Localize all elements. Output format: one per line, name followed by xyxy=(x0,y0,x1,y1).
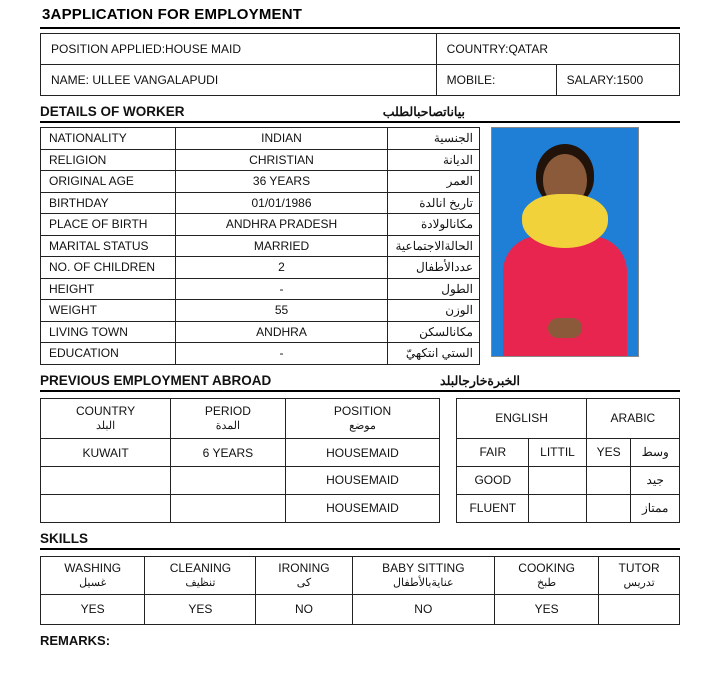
skill-header-washing-ar: غسيل xyxy=(79,576,107,589)
table-row xyxy=(41,439,440,467)
worker-value: - xyxy=(176,278,388,300)
table-row xyxy=(41,192,480,214)
table-row xyxy=(41,466,440,494)
table-header-row xyxy=(457,398,680,438)
country-cell: COUNTRY:QATAR xyxy=(436,34,679,65)
worker-label: PLACE OF BIRTH xyxy=(41,214,176,236)
language-header-arabic: ARABIC xyxy=(586,398,679,438)
prev-header-position-en: POSITION xyxy=(333,403,392,418)
skill-header-cleaning xyxy=(145,556,256,594)
table-row xyxy=(41,494,440,522)
worker-value: ANDHRA xyxy=(176,321,388,343)
worker-arabic: الطول xyxy=(388,278,480,300)
skill-header-washing-en: WASHING xyxy=(64,560,122,575)
table-row xyxy=(41,128,480,150)
skill-header-baby-sitting-en: BABY SITTING xyxy=(382,560,465,575)
prev-country-value: KUWAIT xyxy=(41,439,171,467)
prev-header-country-ar: البلد xyxy=(95,419,116,432)
table-row xyxy=(41,278,480,300)
skill-header-ironing-en: IRONING xyxy=(278,560,330,575)
previous-employment-block xyxy=(40,398,680,523)
skill-value-ironing: NO xyxy=(256,594,352,624)
skill-header-washing xyxy=(41,556,145,594)
prev-header-country xyxy=(41,398,171,439)
worker-label: RELIGION xyxy=(41,149,176,171)
prev-country-value xyxy=(41,466,171,494)
worker-heading-ar: بياناتصاحبالطلب xyxy=(382,105,465,119)
arabic-level-mumtaz: ممتاز xyxy=(631,494,680,522)
table-row xyxy=(41,214,480,236)
prev-country-value xyxy=(41,494,171,522)
worker-label: EDUCATION xyxy=(41,343,176,365)
worker-arabic: الوزن xyxy=(388,300,480,322)
worker-value: CHRISTIAN xyxy=(176,149,388,171)
english-mark-good xyxy=(529,466,587,494)
table-row xyxy=(457,466,680,494)
table-row xyxy=(41,594,680,624)
table-row xyxy=(41,235,480,257)
prev-period-value: 6 YEARS xyxy=(171,439,286,467)
worker-arabic: العمر xyxy=(388,171,480,193)
language-header-english: ENGLISH xyxy=(457,398,586,438)
table-row xyxy=(41,321,480,343)
worker-label: WEIGHT xyxy=(41,300,176,322)
skill-header-cleaning-en: CLEANING xyxy=(169,560,232,575)
salary-cell: SALARY:1500 xyxy=(556,65,679,96)
photo-arm-left-shape xyxy=(504,260,526,356)
previous-employment-table xyxy=(40,398,440,523)
english-level-fluent: FLUENT xyxy=(457,494,529,522)
photo-hands-shape xyxy=(548,318,582,338)
skills-divider xyxy=(40,548,680,550)
previous-employment-heading-en: PREVIOUS EMPLOYMENT ABROAD xyxy=(40,372,272,388)
english-mark-fluent xyxy=(529,494,587,522)
skill-header-baby-sitting-ar: عنايةباﻷطفال xyxy=(393,576,454,589)
remarks-label: REMARKS: xyxy=(40,632,111,648)
applicant-summary-table xyxy=(40,33,680,96)
prev-position-value: HOUSEMAID xyxy=(285,494,440,522)
table-row xyxy=(41,300,480,322)
worker-arabic: الجنسية xyxy=(388,128,480,150)
position-applied-cell: POSITION APPLIED:HOUSE MAID xyxy=(41,34,437,65)
worker-label: NATIONALITY xyxy=(41,128,176,150)
english-level-fair: FAIR xyxy=(457,438,529,466)
worker-arabic: مكانالولادة xyxy=(388,214,480,236)
worker-section-heading xyxy=(40,104,680,119)
arabic-level-wasat: وسط xyxy=(631,438,680,466)
worker-value: 55 xyxy=(176,300,388,322)
page-title: 3APPLICATION FOR EMPLOYMENT xyxy=(42,6,303,23)
skill-header-ironing-ar: کی xyxy=(296,576,312,589)
table-row xyxy=(457,494,680,522)
skill-header-cooking-en: COOKING xyxy=(518,560,575,575)
table-row xyxy=(457,438,680,466)
skill-header-tutor xyxy=(599,556,680,594)
worker-details-block xyxy=(40,127,680,365)
worker-details-table xyxy=(40,127,480,365)
table-header-row xyxy=(41,398,440,439)
prev-header-position-ar: موضع xyxy=(349,419,376,432)
worker-arabic: اﻟﺴﺘﻲ انتكهيّ xyxy=(388,343,480,365)
skill-header-cooking xyxy=(495,556,599,594)
prev-header-period-en: PERIOD xyxy=(204,403,251,418)
worker-label: ORIGINAL AGE xyxy=(41,171,176,193)
worker-label: LIVING TOWN xyxy=(41,321,176,343)
arabic-mark-wasat: YES xyxy=(586,438,631,466)
skill-header-tutor-ar: تدريس xyxy=(623,576,655,589)
table-row xyxy=(41,34,680,65)
language-levels-table xyxy=(456,398,680,523)
worker-label: HEIGHT xyxy=(41,278,176,300)
prev-header-period xyxy=(171,398,286,439)
title-divider xyxy=(40,27,680,29)
worker-section-divider xyxy=(40,121,680,123)
worker-arabic: الديانة xyxy=(388,149,480,171)
skill-value-cleaning: YES xyxy=(145,594,256,624)
prev-period-value xyxy=(171,494,286,522)
table-row xyxy=(41,65,680,96)
table-row xyxy=(41,149,480,171)
worker-label: BIRTHDAY xyxy=(41,192,176,214)
table-row xyxy=(41,257,480,279)
prev-header-position xyxy=(285,398,440,439)
worker-arabic: تاريخ انالدة xyxy=(388,192,480,214)
worker-value: ANDHRA PRADESH xyxy=(176,214,388,236)
arabic-mark-jayyid xyxy=(586,466,631,494)
skill-header-tutor-en: TUTOR xyxy=(618,560,660,575)
skill-header-cleaning-ar: تنظيف xyxy=(185,576,216,589)
skill-value-cooking: YES xyxy=(495,594,599,624)
table-row xyxy=(41,343,480,365)
worker-label: MARITAL STATUS xyxy=(41,235,176,257)
photo-arm-right-shape xyxy=(604,260,626,356)
arabic-level-jayyid: جيد xyxy=(631,466,680,494)
skills-table xyxy=(40,556,680,625)
previous-employment-heading xyxy=(40,373,680,388)
skill-value-washing: YES xyxy=(41,594,145,624)
photo-scarf-shape xyxy=(522,194,608,248)
skill-header-cooking-ar: طبخ xyxy=(537,576,557,589)
applicant-photo xyxy=(491,127,639,357)
english-mark-fair: LITTIL xyxy=(529,438,587,466)
table-row xyxy=(41,171,480,193)
photo-container xyxy=(490,127,640,365)
prev-position-value: HOUSEMAID xyxy=(285,439,440,467)
previous-employment-divider xyxy=(40,390,680,392)
skills-heading-label: SKILLS xyxy=(40,530,89,546)
previous-employment-heading-ar: الخبرةخارجالبلد xyxy=(440,373,520,388)
skill-value-baby-sitting: NO xyxy=(352,594,495,624)
worker-value: - xyxy=(176,343,388,365)
skill-header-ironing xyxy=(256,556,352,594)
worker-value: 2 xyxy=(176,257,388,279)
worker-value: INDIAN xyxy=(176,128,388,150)
arabic-mark-mumtaz xyxy=(586,494,631,522)
english-level-good: GOOD xyxy=(457,466,529,494)
worker-arabic: عدداﻷطفال xyxy=(388,257,480,279)
worker-value: 36 YEARS xyxy=(176,171,388,193)
worker-value: MARRIED xyxy=(176,235,388,257)
worker-arabic: مكانالسكن xyxy=(388,321,480,343)
prev-header-country-en: COUNTRY xyxy=(76,403,136,418)
table-header-row xyxy=(41,556,680,594)
prev-period-value xyxy=(171,466,286,494)
skills-heading xyxy=(40,531,680,546)
worker-arabic: الحالةالاجتماعية xyxy=(388,235,480,257)
skill-value-tutor xyxy=(599,594,680,624)
skill-header-baby-sitting xyxy=(352,556,495,594)
mobile-cell: MOBILE: xyxy=(436,65,556,96)
worker-label: NO. OF CHILDREN xyxy=(41,257,176,279)
worker-heading-en: DETAILS OF WORKER xyxy=(40,104,185,119)
prev-position-value: HOUSEMAID xyxy=(285,466,440,494)
prev-header-period-ar: المدة xyxy=(215,419,241,432)
name-cell: NAME: ULLEE VANGALAPUDI xyxy=(41,65,437,96)
worker-value: 01/01/1986 xyxy=(176,192,388,214)
